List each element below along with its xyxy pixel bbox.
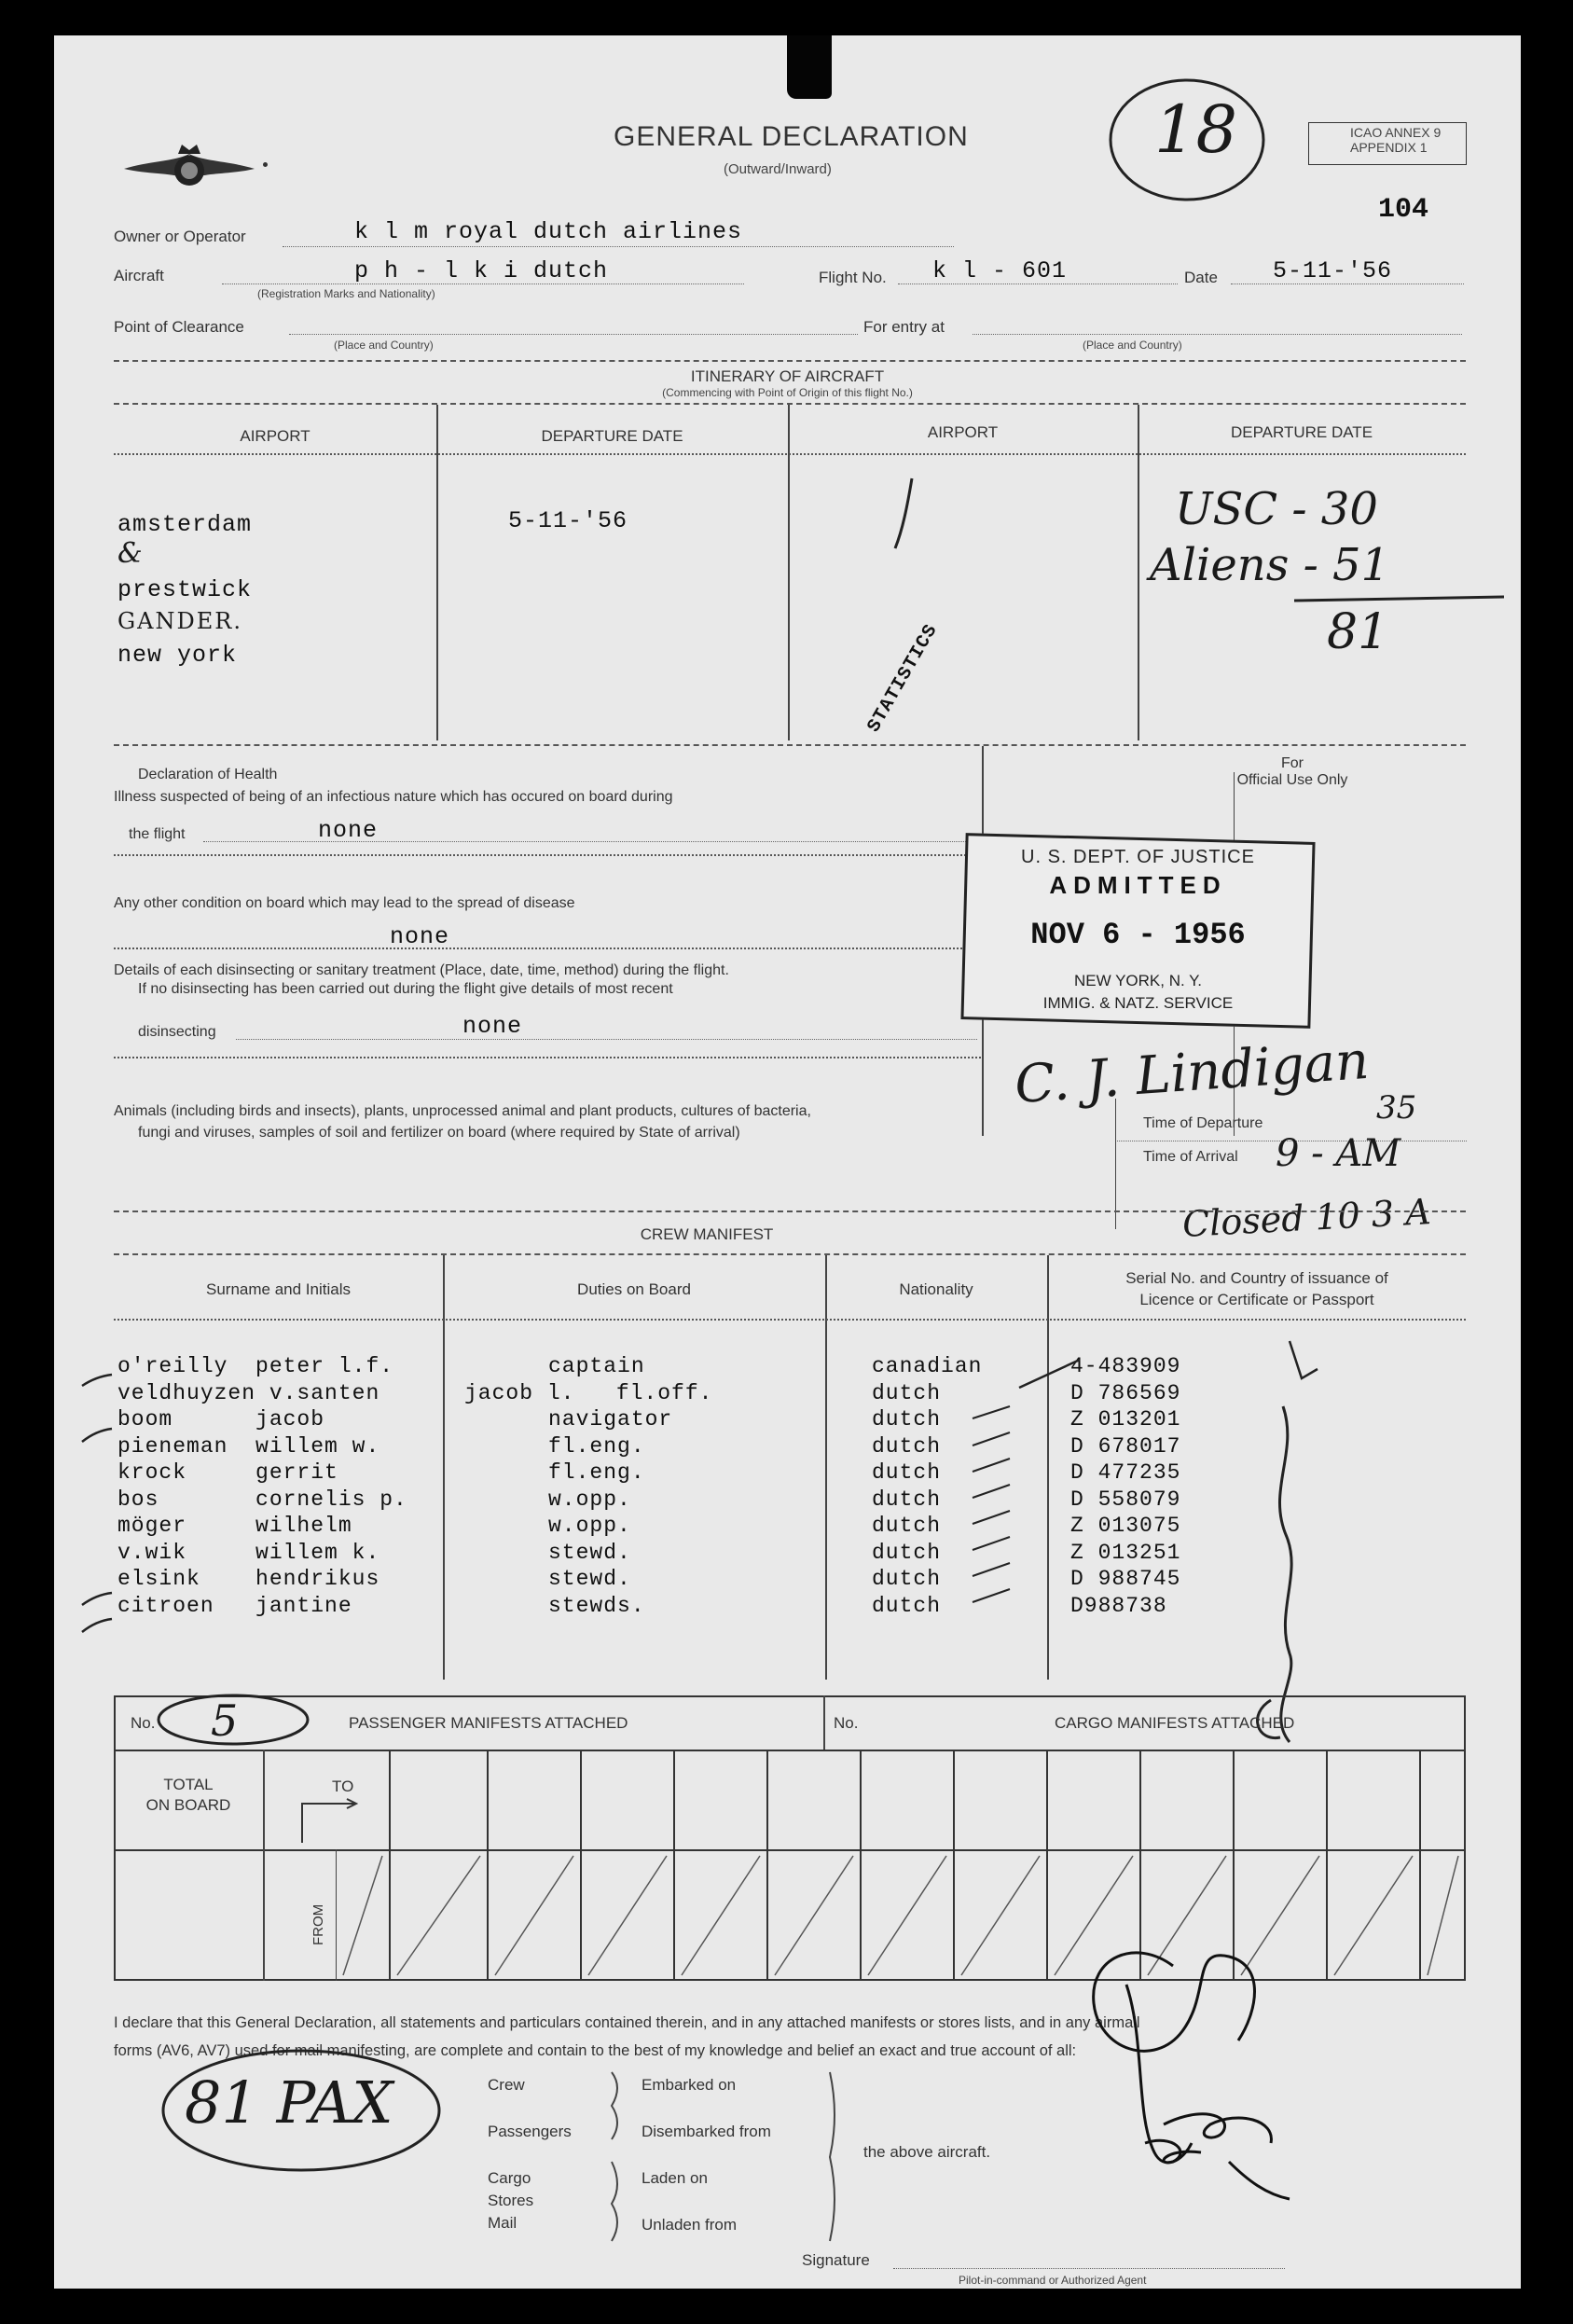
crew-header-serial-2: Licence or Certificate or Passport	[1139, 1291, 1374, 1308]
itinerary-departure-date: 5-11-'56	[508, 507, 628, 534]
declaration-line2: forms (AV6, AV7) used for mail manifesting, are complete and contain to the best of my knowledge and belief an exact and true account of all:	[114, 2042, 1077, 2059]
official-title-2: Official Use Only	[1236, 772, 1348, 788]
total-on-board-2: ON BOARD	[145, 1796, 231, 1814]
page-subtitle: (Outward/Inward)	[724, 161, 832, 177]
flight-label: Flight No.	[819, 269, 887, 286]
crew-row-nationality: dutch	[872, 1407, 942, 1432]
itinerary-airport-prestwick: prestwick	[117, 576, 253, 603]
itinerary-header-departure-2: DEPARTURE DATE	[1230, 423, 1373, 441]
crew-row-duty: w.opp.	[548, 1487, 631, 1512]
crew-row-duty: jacob l. fl.off.	[464, 1380, 713, 1405]
crew-row-serial: D 786569	[1070, 1380, 1181, 1405]
crew-row-serial: D 678017	[1070, 1433, 1181, 1459]
crew-row-serial: 4-483909	[1070, 1354, 1181, 1378]
manifest-grid-diagonal	[682, 1856, 760, 1975]
tally-usc: USC - 30	[1175, 483, 1378, 535]
manifest-grid-diagonal	[868, 1856, 946, 1975]
health-q3c: disinsecting	[138, 1024, 216, 1040]
crew-row-name: möger wilhelm	[117, 1514, 352, 1538]
crew-row-serial: D 988745	[1070, 1567, 1181, 1591]
crew-row-serial: D 477235	[1070, 1460, 1181, 1485]
flight-value: k l - 601	[932, 257, 1068, 284]
passenger-no-label: No.	[131, 1714, 156, 1732]
crew-row-nationality: dutch	[872, 1514, 942, 1538]
declaration-aircraft-text: the above aircraft.	[863, 2143, 991, 2161]
tally-aliens: Aliens - 51	[1150, 539, 1390, 591]
clearance-sublabel: (Place and Country)	[334, 339, 434, 352]
crew-manifest-title: CREW MANIFEST	[640, 1225, 774, 1243]
departure-time-label: Time of Departure	[1143, 1115, 1263, 1131]
tally-total: 81	[1327, 604, 1389, 660]
health-q3: Details of each disinsecting or sanitary treatment (Place, date, time, method) during the flight.	[114, 962, 729, 978]
health-q1: Illness suspected of being of an infectious nature which has occured on board during	[114, 789, 673, 805]
itinerary-airport-gander: GANDER.	[117, 608, 242, 634]
health-q3b: If no disinsecting has been carried out during the flight give details of most recent	[138, 981, 673, 997]
crew-row-serial: D988738	[1070, 1593, 1167, 1618]
official-signature: C. J. Lindigan	[1013, 1030, 1372, 1116]
manifest-grid-diagonal	[343, 1856, 382, 1975]
general-declaration-page	[54, 35, 1521, 2289]
official-title-1: For	[1281, 755, 1304, 771]
health-q2: Any other condition on board which may lead to the spread of disease	[114, 895, 575, 911]
cargo-no-label: No.	[834, 1714, 859, 1732]
crew-row-duty: stewd.	[548, 1567, 631, 1591]
owner-value: k l m royal dutch airlines	[354, 218, 743, 245]
declaration-large-brace	[821, 2068, 849, 2246]
total-on-board-1: TOTAL	[163, 1776, 214, 1793]
crew-row-name: bos cornelis p.	[117, 1487, 407, 1512]
admitted-stamp-line4: NEW YORK, N. Y.	[1074, 972, 1202, 989]
crew-row-duty: captain	[548, 1354, 645, 1378]
manifest-grid-diagonal	[588, 1856, 667, 1975]
crew-row-duty: navigator	[548, 1407, 673, 1432]
crew-row-name: veldhuyzen v.santen	[117, 1380, 380, 1405]
crew-row-nationality: dutch	[872, 1593, 942, 1618]
aircraft-value: p h - l k i dutch	[354, 257, 609, 284]
itinerary-header-departure-1: DEPARTURE DATE	[541, 427, 683, 445]
pilot-signature-mark	[1052, 1929, 1294, 2208]
crew-row-nationality: dutch	[872, 1540, 942, 1565]
crew-row-serial: D 558079	[1070, 1487, 1181, 1512]
icao-line1: ICAO ANNEX 9	[1350, 125, 1442, 140]
itinerary-title: ITINERARY OF AIRCRAFT	[690, 367, 885, 385]
manifest-grid-diagonal	[1428, 1856, 1458, 1975]
crew-row-nationality: dutch	[872, 1380, 942, 1405]
crew-row-duty: fl.eng.	[548, 1433, 645, 1459]
clearance-label: Point of Clearance	[114, 318, 244, 336]
aircraft-label: Aircraft	[114, 267, 164, 284]
date-value: 5-11-'56	[1273, 257, 1393, 284]
declaration-right-embarked: Embarked on	[642, 2076, 737, 2094]
manifest-grid	[54, 35, 1521, 1994]
itinerary-header-airport-1: AIRPORT	[240, 427, 310, 445]
itinerary-airport-newyork: new york	[117, 642, 238, 669]
crew-row-serial: Z 013251	[1070, 1540, 1181, 1565]
to-label: TO	[332, 1778, 354, 1795]
crew-header-serial-1: Serial No. and Country of issuance of	[1125, 1269, 1388, 1287]
crew-row-name: boom jacob	[117, 1407, 325, 1432]
admitted-stamp-line2: ADMITTED	[1049, 871, 1227, 899]
circled-number: 18	[1154, 91, 1238, 168]
closed-note: Closed 10 3 A	[1181, 1191, 1432, 1245]
icao-line2: APPENDIX 1	[1350, 140, 1428, 155]
cargo-manifests-label: CARGO MANIFESTS ATTACHED	[1055, 1714, 1295, 1732]
page-title: GENERAL DECLARATION	[614, 121, 969, 152]
signature-sublabel: Pilot-in-command or Authorized Agent	[959, 2274, 1147, 2287]
crew-row-serial: Z 013075	[1070, 1514, 1181, 1538]
declaration-right-unladen: Unladen from	[642, 2216, 738, 2234]
crew-row-duty: fl.eng.	[548, 1460, 645, 1485]
declaration-left-stores: Stores	[488, 2192, 534, 2209]
declaration-left-cargo: Cargo	[488, 2169, 531, 2187]
crew-row-name: citroen jantine	[117, 1593, 352, 1618]
pax-note: 81 PAX	[185, 2068, 393, 2137]
crew-row-name: v.wik willem k.	[117, 1540, 380, 1565]
departure-time-value: 35	[1376, 1089, 1417, 1127]
statistics-stamp: STATISTICS	[863, 620, 943, 737]
passenger-no-value: 5	[211, 1695, 239, 1746]
ampersand-mark: &	[117, 537, 143, 570]
declaration-right-disembarked: Disembarked from	[642, 2123, 771, 2140]
manifest-grid-diagonal	[775, 1856, 853, 1975]
manifest-grid-diagonal	[961, 1856, 1040, 1975]
crew-header-duties: Duties on Board	[577, 1280, 691, 1298]
health-a1: none	[318, 817, 379, 844]
crew-row-serial: Z 013201	[1070, 1407, 1181, 1432]
crew-row-nationality: dutch	[872, 1567, 942, 1591]
crew-row-nationality: dutch	[872, 1433, 942, 1459]
crew-row-name: krock gerrit	[117, 1460, 338, 1485]
health-title: Declaration of Health	[138, 767, 278, 782]
crew-row-duty: w.opp.	[548, 1514, 631, 1538]
admitted-stamp-date: NOV 6 - 1956	[1030, 918, 1246, 952]
declaration-left-crew: Crew	[488, 2076, 525, 2094]
owner-label: Owner or Operator	[114, 228, 246, 245]
crew-row-duty: stewds.	[548, 1593, 645, 1618]
document-number: 104	[1378, 194, 1429, 226]
declaration-braces	[604, 2068, 642, 2246]
manifest-grid-diagonal	[495, 1856, 573, 1975]
crew-row-duty: stewd.	[548, 1540, 631, 1565]
itinerary-subtitle: (Commencing with Point of Origin of this flight No.)	[662, 386, 913, 399]
crew-header-nationality: Nationality	[899, 1280, 973, 1298]
crew-row-nationality: canadian	[872, 1354, 983, 1378]
declaration-right-laden: Laden on	[642, 2169, 708, 2187]
manifest-grid-diagonal	[397, 1856, 480, 1975]
arrival-time-label: Time of Arrival	[1143, 1149, 1238, 1165]
health-q1b: the flight	[129, 826, 186, 842]
admitted-stamp-line5: IMMIG. & NATZ. SERVICE	[1042, 994, 1234, 1012]
signature-label: Signature	[802, 2251, 870, 2269]
entry-sublabel: (Place and Country)	[1083, 339, 1182, 352]
crew-row-nationality: dutch	[872, 1487, 942, 1512]
crew-row-name: o'reilly peter l.f.	[117, 1354, 394, 1378]
date-label: Date	[1184, 269, 1218, 286]
health-q4b: fungi and viruses, samples of soil and fertilizer on board (where required by State of arrival)	[138, 1125, 740, 1141]
aircraft-sublabel: (Registration Marks and Nationality)	[257, 287, 435, 300]
declaration-left-passengers: Passengers	[488, 2123, 572, 2140]
crew-header-surname: Surname and Initials	[206, 1280, 351, 1298]
crew-row-nationality: dutch	[872, 1460, 942, 1485]
health-q4: Animals (including birds and insects), plants, unprocessed animal and plant products, cultures of bacteria,	[114, 1103, 811, 1119]
crew-row-name: pieneman willem w.	[117, 1433, 380, 1459]
entry-label: For entry at	[863, 318, 945, 336]
from-label: FROM	[310, 1903, 326, 1945]
admitted-stamp-line1: U. S. DEPT. OF JUSTICE	[1021, 847, 1255, 867]
declaration-line1: I declare that this General Declaration, all statements and particulars contained therein, and in any attached manifests or stores lists, and in any airmail	[114, 2014, 1140, 2031]
itinerary-airport-amsterdam: amsterdam	[117, 511, 253, 538]
manifest-grid-diagonal	[1334, 1856, 1413, 1975]
arrival-time-value: 9 - AM	[1276, 1132, 1401, 1175]
passenger-manifests-label: PASSENGER MANIFESTS ATTACHED	[349, 1714, 628, 1732]
crew-row-name: elsink hendrikus	[117, 1567, 380, 1591]
health-a2: none	[390, 923, 450, 950]
health-a3: none	[462, 1013, 523, 1040]
itinerary-header-airport-2: AIRPORT	[927, 423, 999, 441]
declaration-left-mail: Mail	[488, 2214, 517, 2232]
